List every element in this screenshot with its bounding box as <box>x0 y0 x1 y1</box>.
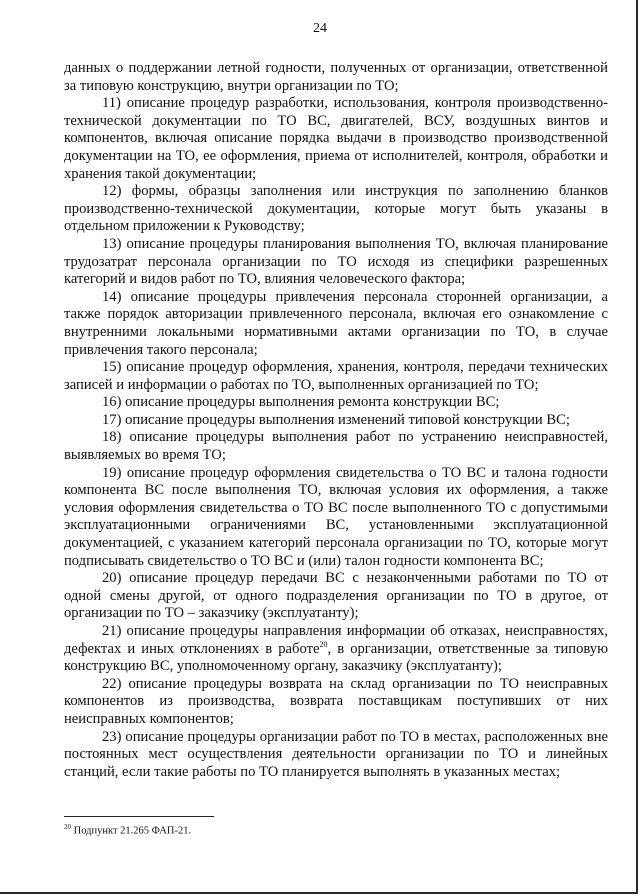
footnote-separator <box>64 816 214 817</box>
list-item-18: 18) описание процедуры выполнения работ по устранению неисправностей, выявляемых во время ТО; <box>64 429 608 464</box>
list-item-20: 20) описание процедур передачи ВС с незаконченными работами по ТО от одной смены другой, от одного подразделения организации по ТО в другое, от организации по ТО – заказчику (эксплуатанту); <box>64 570 608 622</box>
paragraph-intro: данных о поддержании летной годности, полученных от организации, ответственной за типовую конструкцию, внутри организации по ТО; <box>64 60 608 94</box>
footnote-number: 20 <box>64 823 71 831</box>
list-item-14: 14) описание процедуры привлечения персонала сторонней организации, а также порядок авторизации привлеченного персонала, включая его ознакомление с внутренними локальными нормативными актами организации по ТО, в случае привлечения такого персонала; <box>64 288 608 358</box>
list-item-15: 15) описание процедур оформления, хранения, контроля, передачи технических записей и информации о работах по ТО, выполненных организацией по ТО; <box>64 359 608 393</box>
list-item-23: 23) описание процедуры организации работ по ТО в местах, расположенных вне постоянных мест осуществления деятельности организации по ТО и линейных станций, если такие работы по ТО планируется выполнять в указанных местах; <box>64 728 608 780</box>
list-item-12: 12) формы, образцы заполнения или инструкция по заполнению бланков производственно-технической документации, которые могут быть указаны в отдельном приложении к Руководству; <box>64 183 608 235</box>
footnote-text: Подпункт 21.265 ФАП-21. <box>71 825 192 837</box>
footnote-reference: 20 <box>319 639 328 649</box>
list-item-11: 11) описание процедур разработки, использования, контроля производственно-технической документации по ТО ВС, двигателей, ВСУ, воздушных винтов и компонентов, включая описание порядка выдачи в производство производственной документации на ТО, ее оформления, приема от исполнителей, контроля, обработки и хранения такой документации; <box>64 95 608 182</box>
list-item-17: 17) описание процедуры выполнения изменений типовой конструкции ВС; <box>102 411 570 428</box>
list-item-21-text-end: , в организации, ответственные за типовую конструкцию ВС, уполномоченному органу, заказчику (эксплуатанту); <box>64 640 608 675</box>
list-item-19: 19) описание процедур оформления свидетельства о ТО ВС и талона годности компонента ВС после выполнения ТО, включая условия их оформления, а также условия оформления свидетельства о ТО ВС после выполненного ТО с допустимыми эксплуатационными ограничениями ВС, установленными эксплуатационной документацией, с указанием категорий персонала организации по ТО, которые могут подписывать свидетельство о ТО ВС и (или) талон годности компонента ВС; <box>64 464 608 569</box>
list-item-22: 22) описание процедуры возврата на склад организации по ТО неисправных компонентов из производства, возврата поставщикам поступивших от них неисправных компонентов; <box>64 675 608 727</box>
list-item-21-text-start: 21) описание процедуры направления информации об отказах, неисправностях, дефектах и иных отклонениях в работе <box>64 623 608 657</box>
document-body <box>64 60 608 781</box>
list-item-13: 13) описание процедуры планирования выполнения ТО, включая планирование трудозатрат персонала организации по ТО исходя из специфики разрешенных категорий и видов работ по ТО, влияния человеческого фактора; <box>64 235 608 288</box>
list-item-16: 16) описание процедуры выполнения ремонта конструкции ВС; <box>102 394 500 411</box>
page-number: 24 <box>313 21 327 36</box>
list-item-21 <box>64 623 608 676</box>
footnote <box>64 823 191 837</box>
